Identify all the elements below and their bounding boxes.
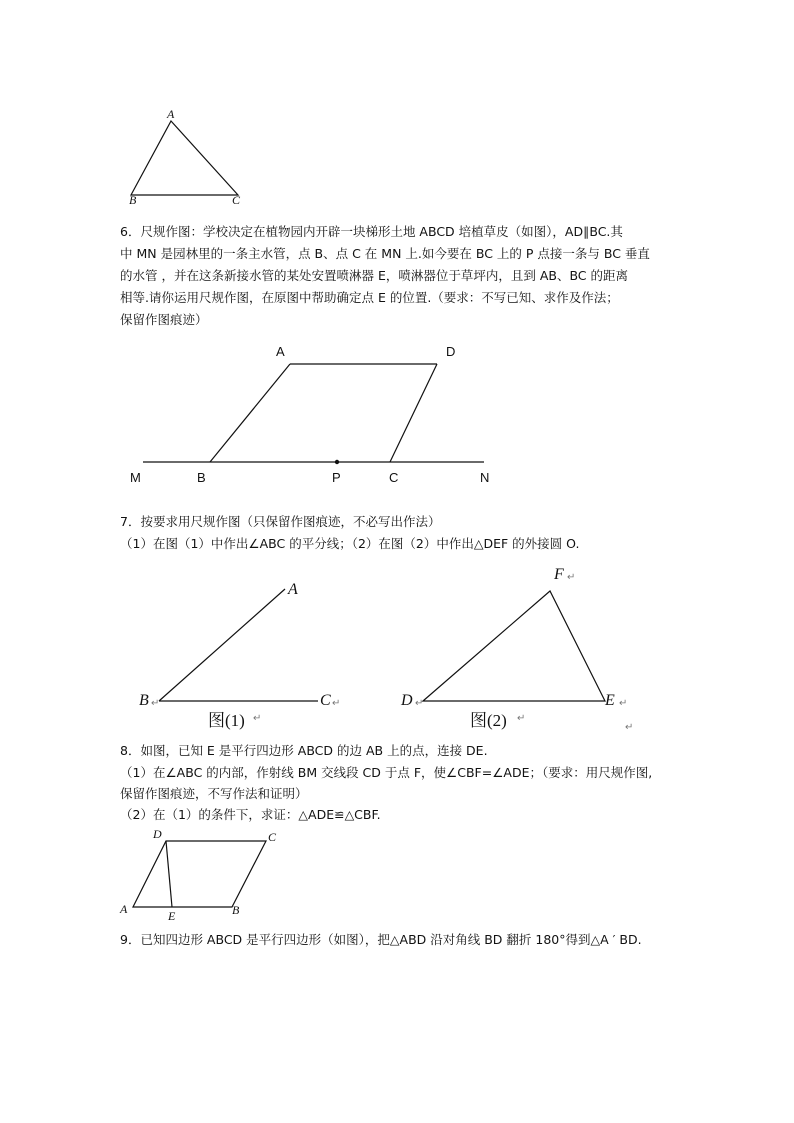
problem-6-line-4: 相等.请你运用尺规作图，在原图中帮助确定点 E 的位置.（要求：不写已知、求作及作法； [120,290,619,305]
fig2-return-mark-d: ↵ [415,698,424,709]
fig1-caption-return-mark: ↵ [253,713,262,724]
point-label-m: M [130,470,141,485]
fig2-caption: 图(2) [470,711,507,730]
p8-label-c: C [268,830,277,844]
point-label-c: C [389,470,399,485]
point-label-p: P [332,470,341,485]
fig1-label-a: A [288,581,298,598]
parallelogram-abcd [133,841,266,907]
vertex-label-b: B [129,193,137,207]
point-label-d: D [446,344,456,359]
fig1-label-b: B [139,692,149,709]
vertex-label-a: A [167,107,175,121]
p8-label-b: B [232,903,240,917]
problem-6-line-5: 保留作图痕迹） [120,312,208,327]
fig2-label-d: D [401,692,413,709]
p8-label-a: A [120,902,128,916]
fig1-return-mark-b: ↵ [151,698,160,709]
problem-8-line-3: 保留作图痕迹，不写作法和证明） [120,786,308,801]
problem-8-line-4: （2）在（1）的条件下，求证：△ADE≌△CBF. [120,807,381,822]
fig2-caption-return-mark: ↵ [517,713,526,724]
fig2-label-e: E [605,692,615,709]
fig2-return-mark-e: ↵ [619,698,628,709]
p8-label-d: D [153,827,162,841]
problem-6-line-2: 中 MN 是园林里的一条主水管，点 B、点 C 在 MN 上.如今要在 BC 上的 P 点接一条与 BC 垂直 [120,246,650,261]
problem-7-line-1: 7．按要求用尺规作图（只保留作图痕迹，不必写出作法） [120,514,441,529]
fig2-trailing-return-mark: ↵ [625,722,634,733]
point-label-a: A [276,344,285,359]
problem-8-line-2: （1）在∠ABC 的内部，作射线 BM 交线段 CD 于点 F，使∠CBF=∠ADE；（要求：用尺规作图, [120,765,653,780]
fig1-caption: 图(1) [208,711,245,730]
problem-6-line-1: 6．尺规作图：学校决定在植物园内开辟一块梯形土地 ABCD 培植草皮（如图），AD∥BC.其 [120,224,623,239]
fig2-label-f: F [554,566,564,583]
vertex-label-c: C [232,193,241,207]
fig2-return-mark-f: ↵ [567,572,576,583]
problem-9-line-1: 9．已知四边形 ABCD 是平行四边形（如图），把△ABD 沿对角线 BD 翻折 180°得到△A ′ BD. [120,932,642,947]
problem-8-line-1: 8．如图，已知 E 是平行四边形 ABCD 的边 AB 上的点，连接 DE. [120,743,488,758]
p8-label-e: E [168,909,176,923]
fig1-return-mark-c: ↵ [332,698,341,709]
problem-7-line-2: （1）在图（1）中作出∠ABC 的平分线；（2）在图（2）中作出△DEF 的外接圆 O. [120,536,580,551]
segment-de [166,841,172,907]
point-label-n: N [480,470,490,485]
problem-6-line-3: 的水管 ，并在这条新接水管的某处安置喷淋器 E，喷淋器位于草坪内，且到 AB、BC 的距离 [120,268,629,283]
fig1-label-c: C [320,692,331,709]
point-label-b: B [197,470,206,485]
